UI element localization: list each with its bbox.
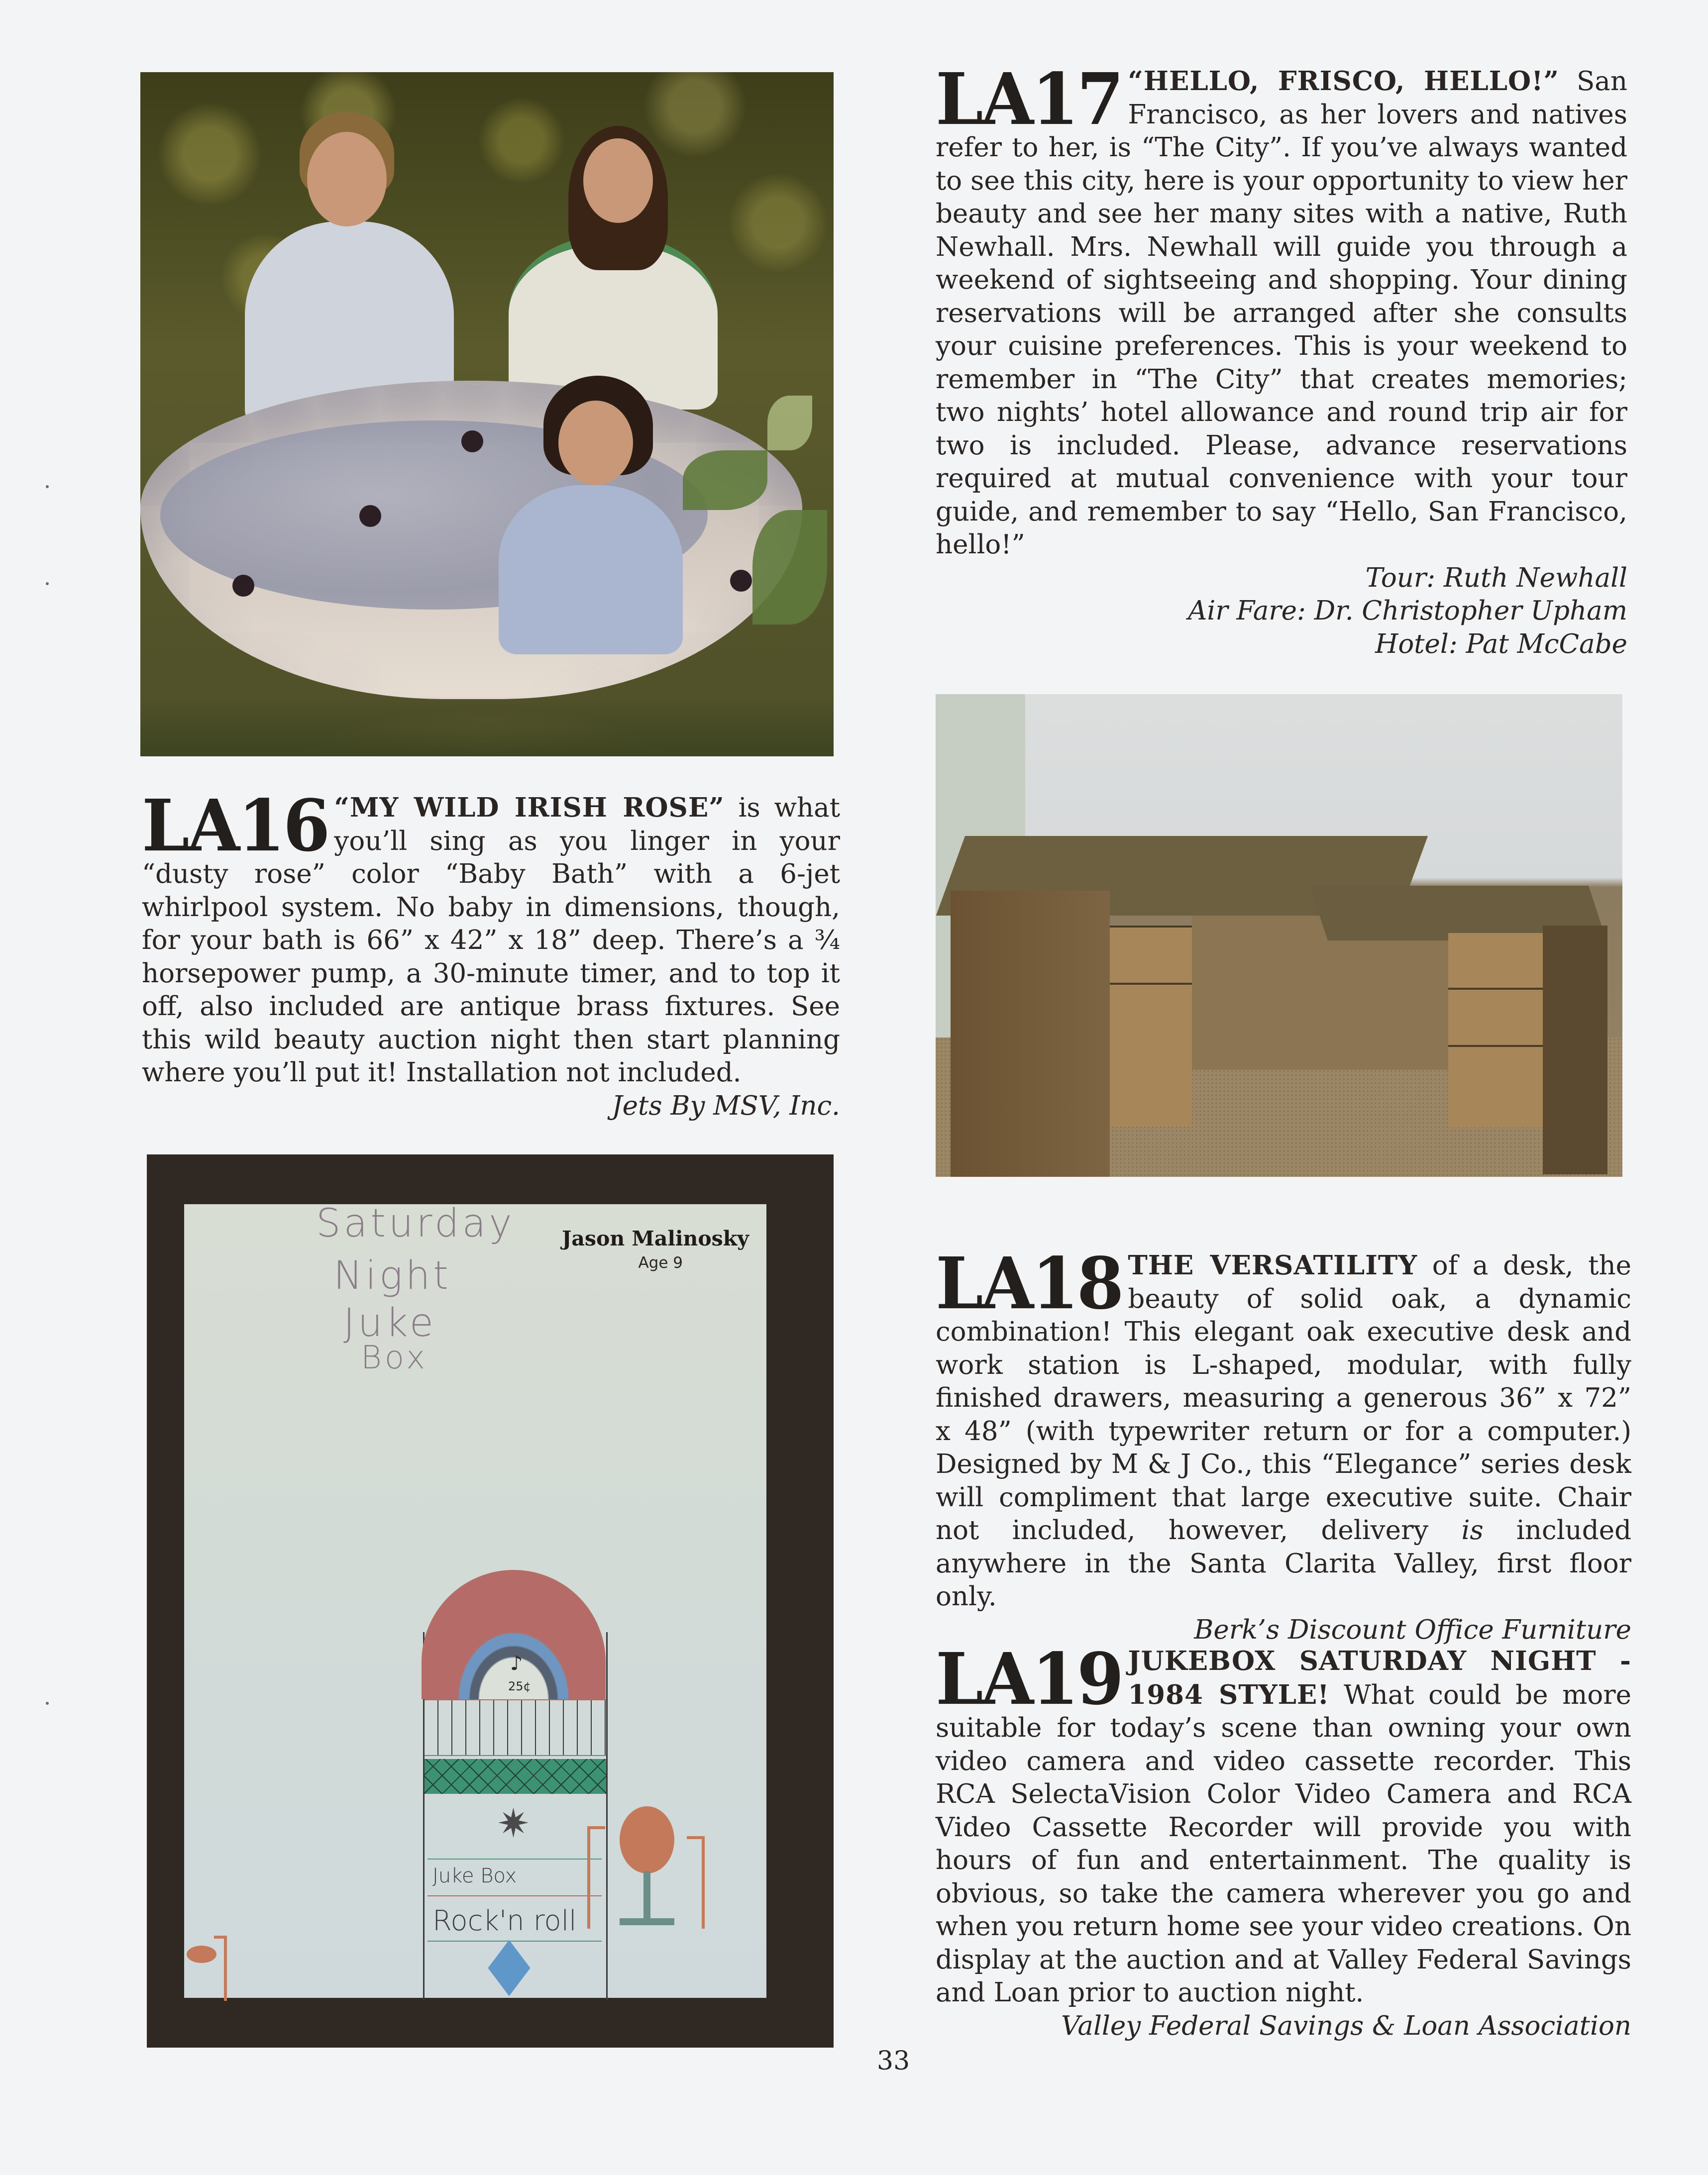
jukebox-label-top [427, 1859, 602, 1896]
lot-number: LA17 [936, 57, 1122, 141]
table-top [187, 1946, 216, 1963]
handwritten-title-line: Saturday [316, 1201, 515, 1246]
return-side-panel [1543, 926, 1607, 1174]
article-emphasis: is [1461, 1515, 1484, 1546]
article-la18 [936, 1242, 1632, 1647]
table-top [620, 1806, 674, 1873]
donor-credit: Hotel: Pat McCabe [1375, 628, 1627, 659]
article-body [142, 784, 841, 1090]
drawing-frame [147, 1154, 834, 2048]
drawer-divider [1110, 983, 1192, 985]
bath-photo [140, 72, 834, 756]
page-number: 33 [877, 2046, 910, 2076]
return-drawers [1448, 933, 1543, 1127]
price-label: 25¢ [508, 1679, 531, 1693]
person-center [499, 485, 683, 654]
article-text: is what you’ll sing as you linger in your “dusty rose” color “Baby Bath” with a 6-jet whirlpool system. No baby in dimensions, though, for your bath is 66” x 42” x 18” deep. There’s a ¾ horsepower pump, a 30-minute timer, and to top it off, also included are antique brass fixtures. See this wild beauty auction night then start planning where you’ll put it! Installation not included. [142, 793, 841, 1088]
desk-photo [936, 694, 1622, 1177]
artist-age: Age 9 [638, 1254, 683, 1272]
lot-number: LA16 [142, 784, 328, 868]
chair [214, 1936, 227, 2001]
donor-credit: Tour: Ruth Newhall [1365, 562, 1627, 593]
table-stem [643, 1871, 650, 1921]
donor-credit: Air Fare: Dr. Christopher Upham [1188, 596, 1627, 626]
plant-leaf [683, 450, 767, 510]
desk-side-panel [951, 891, 1110, 1177]
article-la17 [936, 57, 1627, 661]
diamond-shape [488, 1940, 530, 1996]
article-text: included anywhere in the Santa Clarita Valley, first floor only. [936, 1515, 1632, 1612]
article-headline: JUKEBOX SATURDAY NIGHT - 1984 STYLE! [1128, 1646, 1631, 1710]
article-text: San Francisco, as her lovers and natives refer to her, is “The City”. If you’ve always wanted to see this city, here is your opportunity to view her beauty and see her many sites with a native, Ruth Newhall. Mrs. Newhall will guide you through a weekend of sightseeing and shopping. Your dining reservations will be arranged after she consults your cuisine preferences. This is your weekend to remember in “The City” that creates memories; two nights’ hotel allowance and round trip air for two is included. Please, advance reservations required at mutual convenience with your tour guide, and remember to say “Hello, San Francisco, hello!” [936, 66, 1627, 560]
donor-credit: Berk’s Discount Office Furniture [1194, 1614, 1631, 1645]
article-headline: “HELLO, FRISCO, HELLO!” [1128, 66, 1559, 97]
chair [687, 1836, 705, 1929]
jet [461, 430, 483, 452]
jukebox-label-text: Juke Box [432, 1864, 517, 1887]
plant-leaf [752, 510, 827, 624]
jukebox-pattern-band [425, 1759, 606, 1794]
table-base [620, 1918, 674, 1925]
margin-mark [46, 485, 49, 488]
handwritten-title-line: Box [361, 1340, 428, 1376]
article-la16 [142, 784, 841, 1123]
child-drawing [184, 1201, 766, 1998]
donor-credit: Valley Federal Savings & Loan Association [1061, 2010, 1631, 2041]
article-la19 [936, 1637, 1631, 2043]
chair [587, 1826, 605, 1929]
lot-number: LA18 [936, 1242, 1122, 1326]
plant-leaf [767, 396, 812, 450]
lot-number: LA19 [936, 1637, 1122, 1721]
article-headline: THE VERSATILITY [1128, 1250, 1418, 1281]
drawer-divider [1448, 988, 1543, 990]
article-text: What could be more suitable for today’s scene than owning your own video camera and video cassette recorder. This RCA SelectaVision Color Video Camera and RCA Video Cassette Recorder will provide you with hours of fun and entertainment. The quality is obvious, so take the camera wherever you go and when you return home see your video creations. On display at the auction and at Valley Federal Savings and Loan prior to auction night. [936, 1679, 1631, 2008]
jet [359, 505, 381, 527]
music-note-icon: ♪ [510, 1652, 523, 1675]
article-headline: “MY WILD IRISH ROSE” [334, 792, 725, 823]
artist-name: Jason Malinosky [561, 1227, 749, 1250]
jukebox-label-bottom [427, 1901, 602, 1942]
drawer-divider [1448, 1045, 1543, 1047]
grass [140, 697, 834, 756]
article-text: of a desk, the beauty of solid oak, a dynamic combination! This elegant oak executive desk and work station is L-shaped, modular, with fully finished drawers, measuring a generous 36” x 72” x 48” (with typewriter return or for a computer.) Designed by M & J Co., this “Elegance” series desk will compliment that large executive suite. Chair not included, however, delivery [936, 1250, 1631, 1546]
star-icon: ✷ [497, 1800, 531, 1847]
jet [232, 575, 254, 597]
handwritten-title-line: Juke [343, 1301, 436, 1346]
margin-mark [46, 582, 49, 585]
article-body [936, 57, 1627, 562]
donor-credit: Jets By MSV, Inc. [612, 1090, 840, 1121]
jukebox-label-text: Rock'n roll [432, 1905, 577, 1937]
jukebox-grille [425, 1699, 606, 1756]
desk-drawers [1110, 926, 1192, 1127]
jet [730, 570, 752, 592]
article-body [936, 1637, 1631, 2010]
handwritten-title-line: Night [333, 1253, 451, 1298]
margin-mark [46, 1702, 49, 1705]
jukebox-drawing [423, 1632, 608, 2000]
article-body [936, 1242, 1632, 1614]
